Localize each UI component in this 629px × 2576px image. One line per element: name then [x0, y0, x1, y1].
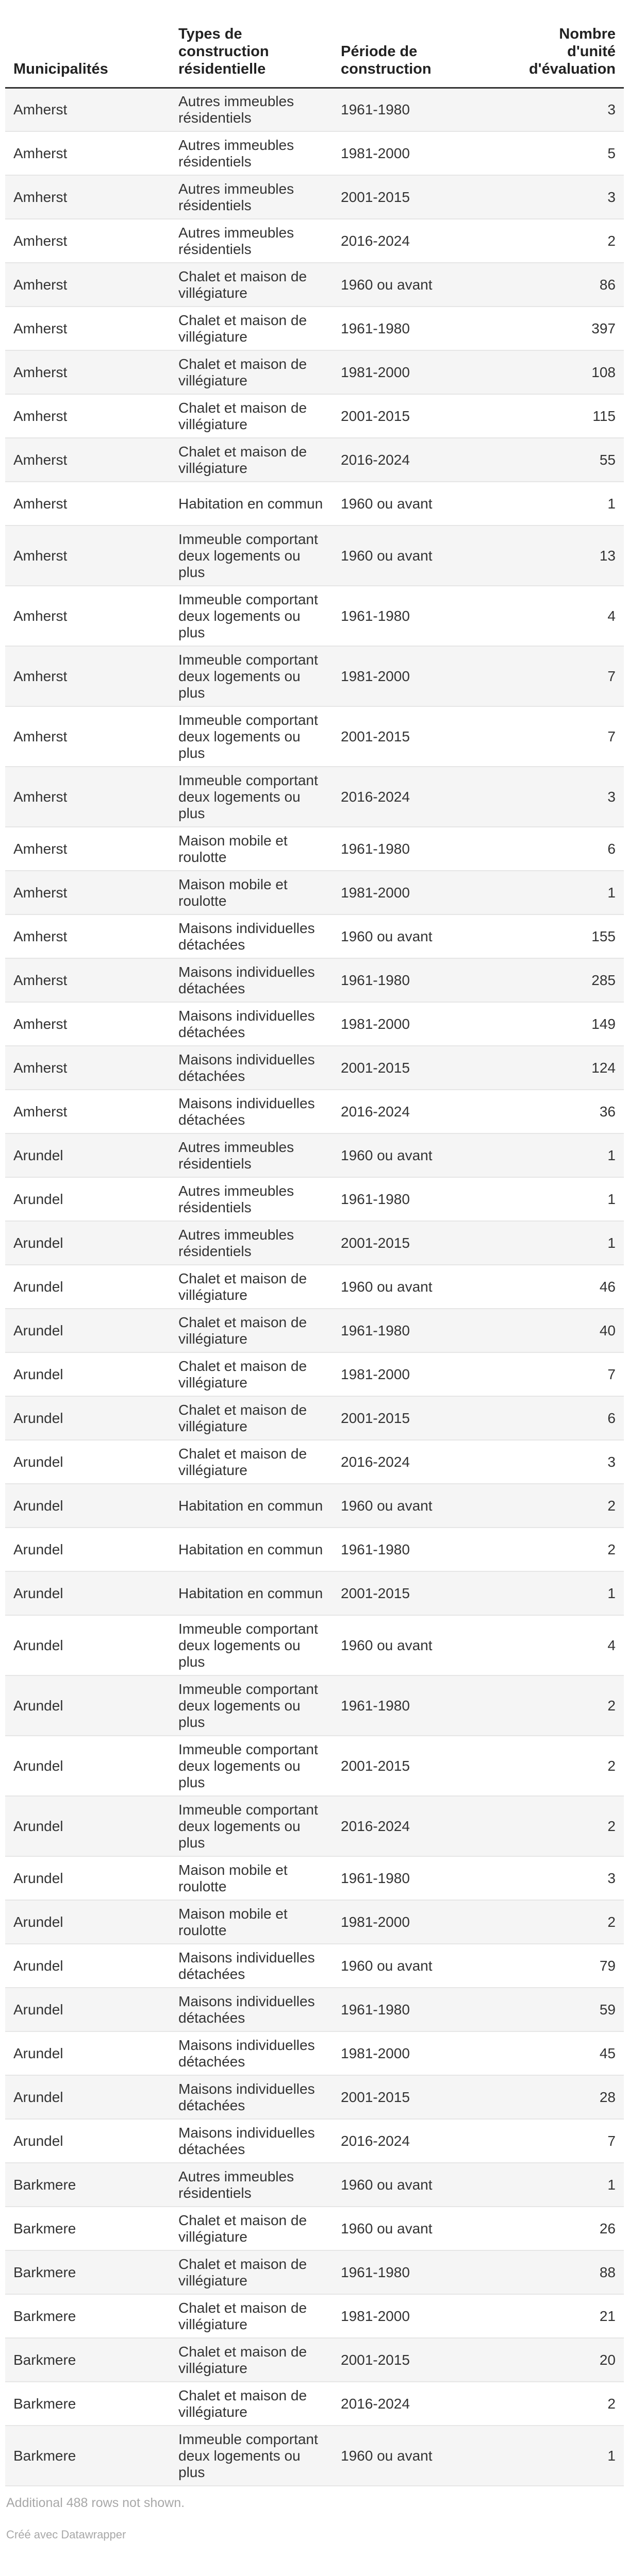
construction-period-cell: 1960 ou avant: [333, 1615, 505, 1675]
municipality-cell: Amherst: [5, 1090, 170, 1133]
municipality-cell: Arundel: [5, 1736, 170, 1796]
construction-period-cell: 1960 ou avant: [333, 1265, 505, 1309]
unit-count-cell: 2: [505, 1675, 624, 1736]
header-construction-type[interactable]: Types de construction résidentielle: [170, 0, 333, 88]
construction-type-cell: Habitation en commun: [170, 1571, 333, 1615]
table-row: [5, 1396, 624, 1440]
unit-count-cell: 1: [505, 2163, 624, 2207]
construction-period-cell: 2001-2015: [333, 2338, 505, 2382]
construction-type-cell: Immeuble comportant deux logements ou plus: [170, 767, 333, 827]
construction-period-cell: 2001-2015: [333, 1221, 505, 1265]
municipality-cell: Amherst: [5, 871, 170, 914]
unit-count-cell: 36: [505, 1090, 624, 1133]
municipality-cell: Arundel: [5, 2075, 170, 2119]
construction-period-cell: 2016-2024: [333, 767, 505, 827]
construction-period-cell: 1961-1980: [333, 586, 505, 646]
unit-count-cell: 2: [505, 1796, 624, 1856]
construction-type-cell: Maisons individuelles détachées: [170, 1944, 333, 1988]
table-row: [5, 1221, 624, 1265]
table-row: [5, 1944, 624, 1988]
unit-count-cell: 4: [505, 586, 624, 646]
municipality-cell: Barkmere: [5, 2250, 170, 2294]
municipality-cell: Arundel: [5, 1221, 170, 1265]
unit-count-cell: 155: [505, 914, 624, 958]
construction-type-cell: Chalet et maison de villégiature: [170, 2338, 333, 2382]
table-row: [5, 586, 624, 646]
construction-type-cell: Autres immeubles résidentiels: [170, 131, 333, 175]
table-row: [5, 1675, 624, 1736]
table-row: [5, 1309, 624, 1352]
unit-count-cell: 7: [505, 2119, 624, 2163]
unit-count-cell: 7: [505, 706, 624, 767]
table-row: [5, 1352, 624, 1396]
table-row: [5, 2075, 624, 2119]
construction-period-cell: 1961-1980: [333, 88, 505, 131]
construction-type-cell: Maisons individuelles détachées: [170, 1046, 333, 1090]
unit-count-cell: 79: [505, 1944, 624, 1988]
construction-period-cell: 1961-1980: [333, 1528, 505, 1571]
table-row: [5, 1440, 624, 1484]
construction-type-cell: Immeuble comportant deux logements ou plus: [170, 1675, 333, 1736]
table-row: [5, 646, 624, 706]
table-row: [5, 2250, 624, 2294]
municipality-cell: Arundel: [5, 1352, 170, 1396]
municipality-cell: Amherst: [5, 958, 170, 1002]
municipality-cell: Arundel: [5, 2119, 170, 2163]
table-row: [5, 307, 624, 350]
table-row: [5, 914, 624, 958]
construction-period-cell: 2001-2015: [333, 1396, 505, 1440]
header-construction-period[interactable]: Période de construction: [333, 0, 505, 88]
unit-count-cell: 5: [505, 131, 624, 175]
construction-type-cell: Chalet et maison de villégiature: [170, 1265, 333, 1309]
table-body: [5, 88, 624, 2486]
table-row: [5, 2119, 624, 2163]
construction-period-cell: 1961-1980: [333, 1675, 505, 1736]
unit-count-cell: 2: [505, 1528, 624, 1571]
construction-type-cell: Habitation en commun: [170, 1484, 333, 1528]
construction-period-cell: 1960 ou avant: [333, 263, 505, 307]
construction-period-cell: 2016-2024: [333, 1440, 505, 1484]
table-row: [5, 1484, 624, 1528]
data-table: [5, 0, 624, 2486]
unit-count-cell: 59: [505, 1988, 624, 2031]
unit-count-cell: 88: [505, 2250, 624, 2294]
unit-count-cell: 1: [505, 1571, 624, 1615]
construction-type-cell: Maisons individuelles détachées: [170, 2031, 333, 2075]
municipality-cell: Arundel: [5, 1265, 170, 1309]
table-row: [5, 1900, 624, 1944]
table-row: [5, 1002, 624, 1046]
municipality-cell: Barkmere: [5, 2294, 170, 2338]
unit-count-cell: 6: [505, 1396, 624, 1440]
construction-period-cell: 2001-2015: [333, 1046, 505, 1090]
construction-type-cell: Maison mobile et roulotte: [170, 1856, 333, 1900]
construction-type-cell: Autres immeubles résidentiels: [170, 1177, 333, 1221]
construction-period-cell: 2001-2015: [333, 706, 505, 767]
unit-count-cell: 124: [505, 1046, 624, 1090]
municipality-cell: Arundel: [5, 1309, 170, 1352]
table-header: [5, 0, 624, 88]
unit-count-cell: 1: [505, 1221, 624, 1265]
table-row: [5, 2338, 624, 2382]
construction-period-cell: 1961-1980: [333, 1988, 505, 2031]
unit-count-cell: 40: [505, 1309, 624, 1352]
construction-period-cell: 1960 ou avant: [333, 2207, 505, 2250]
municipality-cell: Amherst: [5, 706, 170, 767]
unit-count-cell: 20: [505, 2338, 624, 2382]
unit-count-cell: 1: [505, 482, 624, 526]
construction-type-cell: Autres immeubles résidentiels: [170, 1133, 333, 1177]
construction-type-cell: Maison mobile et roulotte: [170, 1900, 333, 1944]
construction-period-cell: 1981-2000: [333, 1900, 505, 1944]
table-row: [5, 175, 624, 219]
unit-count-cell: 21: [505, 2294, 624, 2338]
table-row: [5, 438, 624, 482]
construction-period-cell: 1961-1980: [333, 1856, 505, 1900]
unit-count-cell: 2: [505, 1900, 624, 1944]
unit-count-cell: 1: [505, 1133, 624, 1177]
municipality-cell: Amherst: [5, 88, 170, 131]
unit-count-cell: 4: [505, 1615, 624, 1675]
unit-count-cell: 28: [505, 2075, 624, 2119]
table-row: [5, 1796, 624, 1856]
table-row: [5, 2426, 624, 2486]
municipality-cell: Amherst: [5, 131, 170, 175]
construction-type-cell: Chalet et maison de villégiature: [170, 438, 333, 482]
municipality-cell: Amherst: [5, 219, 170, 263]
table-row: [5, 1046, 624, 1090]
construction-period-cell: 1961-1980: [333, 1309, 505, 1352]
construction-type-cell: Habitation en commun: [170, 1528, 333, 1571]
construction-period-cell: 1960 ou avant: [333, 526, 505, 586]
unit-count-cell: 1: [505, 2426, 624, 2486]
municipality-cell: Amherst: [5, 1046, 170, 1090]
unit-count-cell: 2: [505, 1736, 624, 1796]
construction-type-cell: Immeuble comportant deux logements ou plus: [170, 526, 333, 586]
municipality-cell: Amherst: [5, 438, 170, 482]
municipality-cell: Barkmere: [5, 2163, 170, 2207]
construction-period-cell: 2001-2015: [333, 2075, 505, 2119]
construction-period-cell: 2016-2024: [333, 2382, 505, 2426]
construction-type-cell: Chalet et maison de villégiature: [170, 350, 333, 394]
construction-type-cell: Maison mobile et roulotte: [170, 871, 333, 914]
municipality-cell: Amherst: [5, 586, 170, 646]
construction-type-cell: Immeuble comportant deux logements ou plus: [170, 706, 333, 767]
unit-count-cell: 3: [505, 767, 624, 827]
table-row: [5, 1856, 624, 1900]
table-row: [5, 827, 624, 871]
unit-count-cell: 6: [505, 827, 624, 871]
construction-period-cell: 1960 ou avant: [333, 482, 505, 526]
unit-count-cell: 108: [505, 350, 624, 394]
table-row: [5, 1988, 624, 2031]
municipality-cell: Arundel: [5, 1484, 170, 1528]
municipality-cell: Amherst: [5, 307, 170, 350]
unit-count-cell: 7: [505, 646, 624, 706]
unit-count-cell: 7: [505, 1352, 624, 1396]
table-row: [5, 394, 624, 438]
construction-type-cell: Maisons individuelles détachées: [170, 914, 333, 958]
municipality-cell: Arundel: [5, 1440, 170, 1484]
municipality-cell: Arundel: [5, 1528, 170, 1571]
table-row: [5, 88, 624, 131]
construction-type-cell: Chalet et maison de villégiature: [170, 1396, 333, 1440]
table-row: [5, 263, 624, 307]
construction-period-cell: 1981-2000: [333, 350, 505, 394]
municipality-cell: Barkmere: [5, 2207, 170, 2250]
table-row: [5, 871, 624, 914]
table-row: [5, 1528, 624, 1571]
construction-period-cell: 1961-1980: [333, 1177, 505, 1221]
unit-count-cell: 1: [505, 1177, 624, 1221]
construction-type-cell: Autres immeubles résidentiels: [170, 1221, 333, 1265]
construction-period-cell: 1960 ou avant: [333, 2426, 505, 2486]
table-row: [5, 958, 624, 1002]
construction-period-cell: 1960 ou avant: [333, 914, 505, 958]
construction-type-cell: Maisons individuelles détachées: [170, 1988, 333, 2031]
construction-period-cell: 1960 ou avant: [333, 1133, 505, 1177]
unit-count-cell: 2: [505, 2382, 624, 2426]
construction-type-cell: Autres immeubles résidentiels: [170, 88, 333, 131]
table-row: [5, 1133, 624, 1177]
table-row: [5, 2294, 624, 2338]
municipality-cell: Amherst: [5, 1002, 170, 1046]
construction-type-cell: Immeuble comportant deux logements ou plus: [170, 2426, 333, 2486]
construction-type-cell: Chalet et maison de villégiature: [170, 2250, 333, 2294]
construction-period-cell: 1981-2000: [333, 1352, 505, 1396]
unit-count-cell: 13: [505, 526, 624, 586]
construction-type-cell: Maison mobile et roulotte: [170, 827, 333, 871]
municipality-cell: Amherst: [5, 175, 170, 219]
table-row: [5, 2031, 624, 2075]
header-row: [5, 0, 624, 88]
construction-type-cell: Autres immeubles résidentiels: [170, 219, 333, 263]
table-row: [5, 1265, 624, 1309]
unit-count-cell: 46: [505, 1265, 624, 1309]
construction-type-cell: Maisons individuelles détachées: [170, 1090, 333, 1133]
municipality-cell: Arundel: [5, 1796, 170, 1856]
construction-period-cell: 2016-2024: [333, 2119, 505, 2163]
construction-period-cell: 2001-2015: [333, 1571, 505, 1615]
municipality-cell: Arundel: [5, 1133, 170, 1177]
construction-period-cell: 1961-1980: [333, 958, 505, 1002]
unit-count-cell: 285: [505, 958, 624, 1002]
construction-type-cell: Maisons individuelles détachées: [170, 2119, 333, 2163]
municipality-cell: Arundel: [5, 1571, 170, 1615]
construction-period-cell: 1961-1980: [333, 307, 505, 350]
municipality-cell: Arundel: [5, 1856, 170, 1900]
construction-period-cell: 1981-2000: [333, 1002, 505, 1046]
construction-type-cell: Chalet et maison de villégiature: [170, 2382, 333, 2426]
table-row: [5, 2382, 624, 2426]
table-row: [5, 350, 624, 394]
construction-type-cell: Maisons individuelles détachées: [170, 958, 333, 1002]
municipality-cell: Arundel: [5, 1988, 170, 2031]
unit-count-cell: 3: [505, 175, 624, 219]
header-municipality[interactable]: Municipalités: [5, 0, 170, 88]
municipality-cell: Barkmere: [5, 2382, 170, 2426]
construction-type-cell: Chalet et maison de villégiature: [170, 394, 333, 438]
construction-type-cell: Immeuble comportant deux logements ou plus: [170, 586, 333, 646]
construction-type-cell: Immeuble comportant deux logements ou plus: [170, 646, 333, 706]
municipality-cell: Arundel: [5, 2031, 170, 2075]
construction-period-cell: 2016-2024: [333, 1796, 505, 1856]
municipality-cell: Amherst: [5, 482, 170, 526]
construction-period-cell: 1960 ou avant: [333, 1484, 505, 1528]
unit-count-cell: 149: [505, 1002, 624, 1046]
datawrapper-credit: Créé avec Datawrapper: [6, 2528, 126, 2541]
table-row: [5, 1090, 624, 1133]
table-row: [5, 2207, 624, 2250]
unit-count-cell: 115: [505, 394, 624, 438]
table-row: [5, 767, 624, 827]
construction-period-cell: 2016-2024: [333, 1090, 505, 1133]
construction-type-cell: Immeuble comportant deux logements ou plus: [170, 1796, 333, 1856]
municipality-cell: Amherst: [5, 394, 170, 438]
construction-type-cell: Chalet et maison de villégiature: [170, 1309, 333, 1352]
table-row: [5, 1615, 624, 1675]
municipality-cell: Amherst: [5, 767, 170, 827]
municipality-cell: Barkmere: [5, 2426, 170, 2486]
construction-period-cell: 2001-2015: [333, 175, 505, 219]
table-row: [5, 2163, 624, 2207]
unit-count-cell: 86: [505, 263, 624, 307]
municipality-cell: Amherst: [5, 350, 170, 394]
construction-period-cell: 1981-2000: [333, 2031, 505, 2075]
municipality-cell: Arundel: [5, 1396, 170, 1440]
table-row: [5, 482, 624, 526]
unit-count-cell: 3: [505, 1856, 624, 1900]
construction-type-cell: Autres immeubles résidentiels: [170, 2163, 333, 2207]
construction-type-cell: Autres immeubles résidentiels: [170, 175, 333, 219]
construction-period-cell: 2016-2024: [333, 438, 505, 482]
municipality-cell: Arundel: [5, 1944, 170, 1988]
unit-count-cell: 1: [505, 871, 624, 914]
unit-count-cell: 3: [505, 88, 624, 131]
municipality-cell: Amherst: [5, 827, 170, 871]
table-row: [5, 1571, 624, 1615]
municipality-cell: Amherst: [5, 263, 170, 307]
unit-count-cell: 397: [505, 307, 624, 350]
construction-period-cell: 1981-2000: [333, 646, 505, 706]
construction-type-cell: Chalet et maison de villégiature: [170, 307, 333, 350]
unit-count-cell: 2: [505, 219, 624, 263]
municipality-cell: Amherst: [5, 526, 170, 586]
construction-period-cell: 2016-2024: [333, 219, 505, 263]
rows-not-shown-note: Additional 488 rows not shown.: [6, 2496, 185, 2510]
unit-count-cell: 55: [505, 438, 624, 482]
table-row: [5, 1177, 624, 1221]
construction-period-cell: 1981-2000: [333, 131, 505, 175]
construction-type-cell: Chalet et maison de villégiature: [170, 2294, 333, 2338]
unit-count-cell: 26: [505, 2207, 624, 2250]
construction-period-cell: 1960 ou avant: [333, 2163, 505, 2207]
construction-type-cell: Chalet et maison de villégiature: [170, 1440, 333, 1484]
construction-type-cell: Immeuble comportant deux logements ou plus: [170, 1736, 333, 1796]
construction-period-cell: 1961-1980: [333, 827, 505, 871]
construction-period-cell: 1981-2000: [333, 2294, 505, 2338]
construction-type-cell: Chalet et maison de villégiature: [170, 263, 333, 307]
unit-count-cell: 2: [505, 1484, 624, 1528]
municipality-cell: Amherst: [5, 646, 170, 706]
construction-type-cell: Maisons individuelles détachées: [170, 2075, 333, 2119]
table-row: [5, 1736, 624, 1796]
construction-type-cell: Chalet et maison de villégiature: [170, 2207, 333, 2250]
construction-period-cell: 2001-2015: [333, 394, 505, 438]
construction-period-cell: 1960 ou avant: [333, 1944, 505, 1988]
construction-period-cell: 1981-2000: [333, 871, 505, 914]
unit-count-cell: 45: [505, 2031, 624, 2075]
construction-period-cell: 2001-2015: [333, 1736, 505, 1796]
municipality-cell: Amherst: [5, 914, 170, 958]
table-row: [5, 131, 624, 175]
municipality-cell: Barkmere: [5, 2338, 170, 2382]
municipality-cell: Arundel: [5, 1900, 170, 1944]
construction-type-cell: Chalet et maison de villégiature: [170, 1352, 333, 1396]
municipality-cell: Arundel: [5, 1675, 170, 1736]
header-unit-count[interactable]: Nombre d'unité d'évaluation: [505, 0, 624, 88]
table-row: [5, 526, 624, 586]
construction-type-cell: Maisons individuelles détachées: [170, 1002, 333, 1046]
unit-count-cell: 3: [505, 1440, 624, 1484]
construction-type-cell: Immeuble comportant deux logements ou plus: [170, 1615, 333, 1675]
table-row: [5, 219, 624, 263]
municipality-cell: Arundel: [5, 1615, 170, 1675]
municipality-cell: Arundel: [5, 1177, 170, 1221]
table-row: [5, 706, 624, 767]
construction-type-cell: Habitation en commun: [170, 482, 333, 526]
construction-period-cell: 1961-1980: [333, 2250, 505, 2294]
